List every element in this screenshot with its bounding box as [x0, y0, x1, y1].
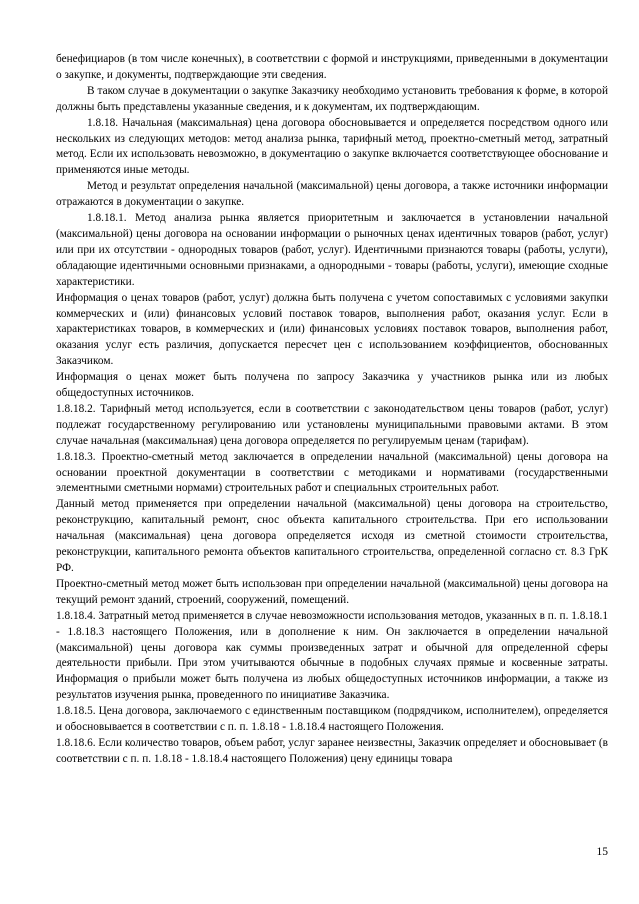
- paragraph: 1.8.18. Начальная (максимальная) цена договора обосновывается и определяется посредством одного или нескольких из следующих методов: метод анализа рынка, тарифный метод, проектно-сметный метод, затратный метод. Если их использовать невозможно, в документацию о закупке включается соответствующее обоснование и применяются иные методы.: [56, 116, 608, 177]
- paragraph: 1.8.18.3. Проектно-сметный метод заключается в определении начальной (максимальной) цены договора на основании проектной документации в соответствии с методиками и нормативами (государственными элементными сметными нормами) строительных работ и специальных строительных работ.: [56, 450, 608, 495]
- paragraph: 1.8.18.2. Тарифный метод используется, если в соответствии с законодательством цены товаров (работ, услуг) подлежат государственному регулированию или установлены муниципальными правовыми актами. В этом случае начальная (максимальная) цена договора определяется по регулируемым ценам (тарифам).: [56, 402, 608, 447]
- paragraph: бенефициаров (в том числе конечных), в соответствии с формой и инструкциями, приведенными в документации о закупке, и документы, подтверждающие эти сведения.: [56, 53, 608, 81]
- paragraph: 1.8.18.6. Если количество товаров, объем работ, услуг заранее неизвестны, Заказчик определяет и обосновывает (в соответствии с п. п. 1.8.18 - 1.8.18.4 настоящего Положения) цену единицы товара: [56, 736, 608, 765]
- paragraph: 1.8.18.1. Метод анализа рынка является приоритетным и заключается в установлении начальной (максимальной) цены договора на основании информации о рыночных ценах идентичных товаров (работ, услуг) или при их отсутствии - однородных товаров (работ, услуг). Идентичными признаются товары (работы, услуги), обладающие идентичными основными признаками, а однородными - товары (работы, услуги), имеющие сходные характеристики.: [56, 212, 608, 288]
- paragraph: Проектно-сметный метод может быть использован при определении начальной (максимальной) цены договора на текущий ремонт зданий, строений, сооружений, помещений.: [56, 577, 608, 606]
- paragraph: Информация о ценах может быть получена по запросу Заказчика у участников рынка или из любых общедоступных источников.: [56, 371, 608, 400]
- paragraph: Данный метод применяется при определении начальной (максимальной) цены договора на строительство, реконструкцию, капитальный ремонт, снос объекта капитального строительства. При его использовании начальная (максимальная) цена договора определяется исходя из сметной стоимости строительства, реконструкции, капитального ремонта объектов капитального строительства, определенной согласно ст. 8.3 ГрК РФ.: [56, 498, 608, 574]
- paragraph: Информация о ценах товаров (работ, услуг) должна быть получена с учетом сопоставимых с условиями закупки коммерческих и (или) финансовых условий поставок товаров, выполнения работ, оказания услуг. Если в характеристиках товаров, в коммерческих и (или) финансовых условиях поставок товаров, выполнения работ, оказания услуг есть различия, допускается пересчет цен с использованием коэффициентов, обоснованных Заказчиком.: [56, 291, 608, 368]
- paragraph: 1.8.18.5. Цена договора, заключаемого с единственным поставщиком (подрядчиком, исполнителем), определяется и обосновывается в соответствии с п. п. 1.8.18 - 1.8.18.4 настоящего Положения.: [56, 705, 608, 734]
- paragraph: Метод и результат определения начальной (максимальной) цены договора, а также источники информации отражаются в документации о закупке.: [56, 180, 608, 209]
- document-body: [56, 52, 608, 768]
- paragraph: 1.8.18.4. Затратный метод применяется в случае невозможности использования методов, указанных в п. п. 1.8.18.1 - 1.8.18.3 настоящего Положения, или в дополнение к ним. Он заключается в определении начальной (максимальной) цены договора как суммы произведенных затрат и обычной для определенной сферы деятельности прибыли. При этом учитываются обычные в подобных случаях прямые и косвенные затраты. Информация о прибыли может быть получена из любых общедоступных источников информации, а также из результатов изучения рынка, проведенного по инициативе Заказчика.: [56, 609, 608, 702]
- paragraph: В таком случае в документации о закупке Заказчику необходимо установить требования к форме, в которой должны быть представлены указанные сведения, и к документам, их подтверждающим.: [56, 84, 608, 113]
- page-number: 15: [596, 846, 608, 858]
